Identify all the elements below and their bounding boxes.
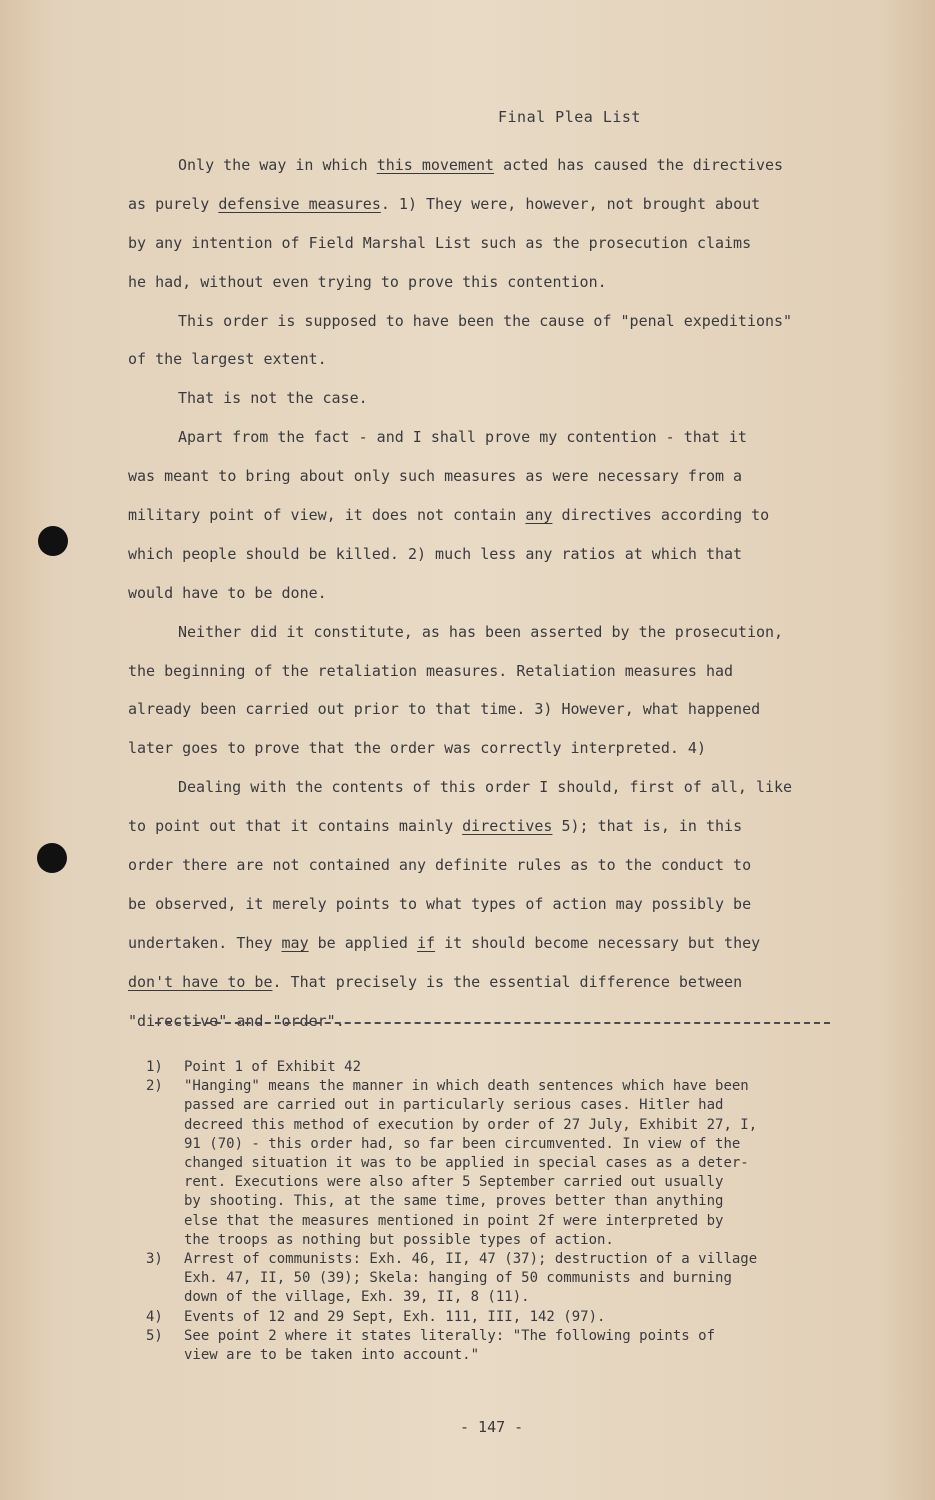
footnote-line: view are to be taken into account." <box>184 1347 480 1364</box>
text-segment: the beginning of the retaliation measures. Retaliation measures had <box>128 661 734 680</box>
text-segment: later goes to prove that the order was correctly interpreted. 4) <box>128 739 706 758</box>
text-line <box>128 924 828 963</box>
footnote-line: changed situation it was to be applied in special cases as a deter- <box>184 1155 749 1172</box>
underlined-text: this movement <box>376 156 495 174</box>
text-segment: Apart from the fact - and I shall prove my contention - that it <box>178 428 747 447</box>
footnote-text <box>184 1077 856 1250</box>
footnote-number: 3) <box>146 1251 163 1268</box>
text-line <box>128 146 828 185</box>
paragraph <box>128 302 828 380</box>
footnote-text <box>184 1250 856 1308</box>
text-line <box>128 418 828 457</box>
text-line <box>128 963 828 1002</box>
paragraph <box>128 379 828 418</box>
body-text <box>128 146 828 1040</box>
text-line <box>128 496 828 535</box>
text-segment: This order is supposed to have been the cause of "penal expeditions" <box>178 311 793 330</box>
text-line <box>128 185 828 224</box>
text-segment: it should become necessary but they <box>435 933 761 952</box>
text-segment: Neither did it constitute, as has been asserted by the prosecution, <box>178 622 784 641</box>
text-line <box>128 613 828 652</box>
footnote-divider <box>155 1022 830 1024</box>
text-segment: was meant to bring about only such measures as were necessary from a <box>128 467 743 486</box>
text-segment: Only the way in which <box>178 156 377 174</box>
text-segment: undertaken. They <box>128 933 282 952</box>
text-segment: . That precisely is the essential difference between <box>272 972 743 991</box>
text-line <box>128 302 828 341</box>
footnote-line: passed are carried out in particularly serious cases. Hitler had <box>184 1097 724 1114</box>
paragraph <box>128 613 828 769</box>
text-segment: 5); that is, in this <box>552 817 743 836</box>
footnote-line: decreed this method of execution by order of 27 July, Exhibit 27, I, <box>184 1116 758 1133</box>
footnote-number: 4) <box>146 1308 163 1325</box>
footnote-number: 5) <box>146 1327 163 1344</box>
text-line <box>128 885 828 924</box>
text-line <box>128 379 828 418</box>
text-line <box>128 263 828 302</box>
text-line <box>128 457 828 496</box>
text-segment: by any intention of Field Marshal List such as the prosecution claims <box>128 233 752 252</box>
underlined-text: any <box>525 506 553 525</box>
underlined-text: may <box>281 933 309 952</box>
text-segment: as purely <box>128 194 219 213</box>
footnote-number: 1) <box>146 1059 163 1075</box>
text-line <box>128 224 828 263</box>
footnote-line: Events of 12 and 29 Sept, Exh. 111, III, 142 (97). <box>184 1308 606 1325</box>
footnote <box>146 1308 856 1327</box>
text-segment: That is not the case. <box>178 389 368 408</box>
footnote-line: rent. Executions were also after 5 September carried out usually <box>184 1174 724 1191</box>
text-segment: be observed, it merely points to what types of action may possibly be <box>128 894 752 913</box>
text-segment: to point out that it contains mainly <box>128 817 463 836</box>
paragraph <box>128 418 828 612</box>
footnote-line: Point 1 of Exhibit 42 <box>184 1059 362 1075</box>
text-segment: he had, without even trying to prove this contention. <box>128 272 607 291</box>
underlined-text: don't have to be <box>128 972 273 991</box>
footnote-line: else that the measures mentioned in point 2f were interpreted by <box>184 1212 724 1229</box>
underlined-text: if <box>417 933 436 952</box>
text-line <box>128 535 828 574</box>
text-line <box>128 340 828 379</box>
footnote-text <box>184 1058 856 1077</box>
text-segment: . 1) They were, however, not brought about <box>380 194 761 213</box>
text-line <box>128 846 828 885</box>
text-line <box>128 807 828 846</box>
footnote <box>146 1077 856 1250</box>
footnotes <box>146 1058 856 1365</box>
paragraph <box>128 768 828 1040</box>
text-line <box>128 768 828 807</box>
punch-hole-top <box>38 526 68 556</box>
punch-hole-bottom <box>37 843 67 873</box>
footnote-text <box>184 1308 856 1327</box>
footnote-line: Arrest of communists: Exh. 46, II, 47 (37); destruction of a village <box>184 1251 758 1268</box>
footnote <box>146 1327 856 1365</box>
footnote-line: 91 (70) - this order had, so far been circumvented. In view of the <box>184 1135 741 1152</box>
text-segment: military point of view, it does not contain <box>128 506 526 525</box>
text-line <box>128 574 828 613</box>
text-segment: acted has caused the directives <box>494 156 784 174</box>
text-segment: directives according to <box>552 506 770 525</box>
footnote-text <box>184 1327 856 1365</box>
text-line <box>128 729 828 768</box>
paragraph <box>128 146 828 302</box>
text-segment: "directive" and "order". <box>128 1011 345 1030</box>
text-line <box>128 690 828 729</box>
text-segment: Dealing with the contents of this order I should, first of all, like <box>178 778 793 797</box>
footnote-number: 2) <box>146 1078 163 1095</box>
text-segment: which people should be killed. 2) much less any ratios at which that <box>128 544 743 563</box>
text-segment: order there are not contained any definite rules as to the conduct to <box>128 856 752 875</box>
footnote <box>146 1058 856 1077</box>
text-segment: would have to be done. <box>128 583 327 602</box>
footnote-line: "Hanging" means the manner in which death sentences which have been <box>184 1078 749 1095</box>
page-number: - 147 - <box>460 1418 524 1436</box>
underlined-text: defensive measures <box>218 194 381 213</box>
underlined-text: directives <box>462 817 553 836</box>
footnote-line: by shooting. This, at the same time, proves better than anything <box>184 1193 724 1210</box>
page-title: Final Plea List <box>498 108 641 126</box>
footnote-line: down of the village, Exh. 39, II, 8 (11). <box>184 1289 530 1306</box>
footnote <box>146 1250 856 1308</box>
text-segment: be applied <box>308 933 417 952</box>
text-line <box>128 652 828 691</box>
footnote-line: Exh. 47, II, 50 (39); Skela: hanging of 50 communists and burning <box>184 1270 732 1287</box>
text-segment: of the largest extent. <box>128 350 327 369</box>
text-segment: already been carried out prior to that time. 3) However, what happened <box>128 700 761 719</box>
footnote-line: the troops as nothing but possible types of action. <box>184 1231 614 1248</box>
footnote-line: See point 2 where it states literally: "The following points of <box>184 1327 716 1344</box>
